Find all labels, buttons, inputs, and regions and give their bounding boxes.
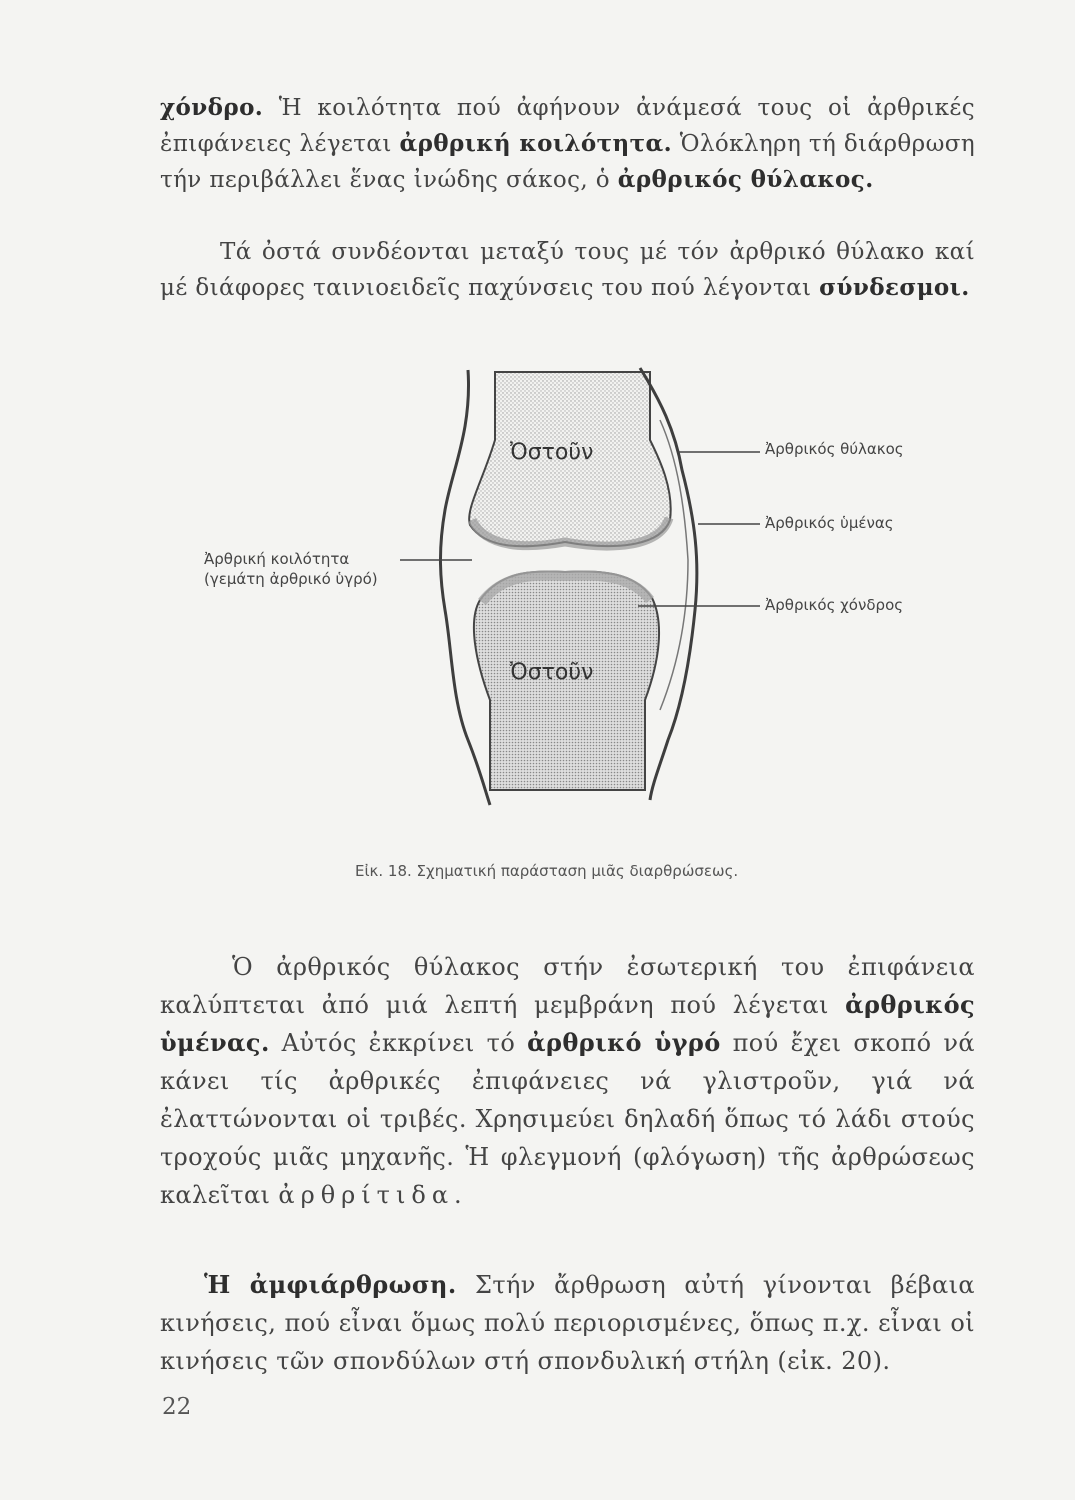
bone-label-upper: Ὀστοῦν	[510, 440, 594, 465]
label-cavity-note: (γεμάτη ἀρθρικό ὑγρό)	[204, 570, 378, 588]
paragraph-cartilage-cavity	[160, 90, 975, 198]
label-articular-cartilage: Ἀρθρικός χόνδρος	[765, 596, 904, 614]
paragraph-amphiarthrosis	[160, 1266, 975, 1380]
membrane-right	[660, 420, 688, 710]
paragraph-ligaments	[160, 234, 975, 306]
term-ligaments: σύνδεσμοι.	[819, 274, 970, 301]
text-run: Αὐτός ἐκκρίνει τό	[269, 1029, 528, 1057]
capsule-left	[440, 370, 490, 805]
label-synovial-membrane: Ἀρθρικός ὑμένας	[765, 514, 894, 532]
term-articular-capsule: ἀρθρικός θύλακος.	[617, 166, 874, 193]
label-articular-cavity: Ἀρθρική κοιλότητα	[204, 550, 350, 568]
term-synovial-fluid: ἀρθρικό ὑγρό	[527, 1028, 721, 1057]
heading-amphiarthrosis: Ἡ ἀμφιάρθρωση.	[204, 1270, 457, 1299]
text-run: πού ἔχει σκοπό νά κάνει τίς ἀρθρικές ἐπιφάνειες νά γλιστροῦν, γιά νά ἐλαττώνονται οἱ τριβές. Χρησιμεύει δηλαδή ὅπως τό λάδι στούς τροχούς μιᾶς μηχανῆς. Ἡ φλεγμονή (φλόγωση) τῆς ἀρθρώσεως καλεῖται	[160, 1029, 975, 1209]
text-run: .	[454, 1181, 463, 1209]
text-run: Τά ὀστά συνδέονται μεταξύ τους μέ τόν ἀρθρικό θύλακο καί μέ διάφορες ταινιοειδεῖς παχύνσεις του πού λέγονται	[160, 239, 975, 301]
text-run: Ἡ κοιλότητα πού ἀφήνουν ἀνάμεσά τους οἱ ἀρθρικές ἐπιφάνειες λέγεται	[160, 95, 975, 157]
joint-diagram	[190, 360, 990, 840]
term-cartilage: χόνδρο.	[160, 94, 264, 121]
text-run: Ὁ ἀρθρικός θύλακος στήν ἐσωτερική του ἐπιφάνεια καλύπτεται ἀπό μιά λεπτή μεμβράνη πού λέγεται	[160, 953, 975, 1019]
bone-label-lower: Ὀστοῦν	[510, 660, 594, 685]
text-run: Στήν ἄρθρωση αὐτή γίνονται βέβαια κινήσεις, πού εἶναι ὅμως πολύ περιορισμένες, ὅπως π.χ. εἶναι οἱ κινήσεις τῶν σπονδύλων στή σπονδυλική στήλη (εἰκ. 20).	[160, 1271, 975, 1375]
figure-caption: Εἰκ. 18. Σχηματική παράσταση μιᾶς διαρθρώσεως.	[355, 862, 739, 880]
label-articular-capsule: Ἀρθρικός θύλακος	[765, 440, 904, 458]
page-number: 22	[162, 1394, 192, 1420]
term-synovial-membrane: ἀρθρικός ὑμένας.	[160, 990, 975, 1057]
text-run: Ὁλόκληρη τή διάρθρωση τήν περιβάλλει ἕνας ἰνώδης σάκος, ὁ	[160, 131, 975, 193]
term-articular-cavity: ἀρθρική κοιλότητα.	[399, 130, 672, 157]
paragraph-synovial-membrane	[160, 948, 975, 1214]
term-arthritis: ἀρθρίτιδα	[278, 1181, 455, 1209]
